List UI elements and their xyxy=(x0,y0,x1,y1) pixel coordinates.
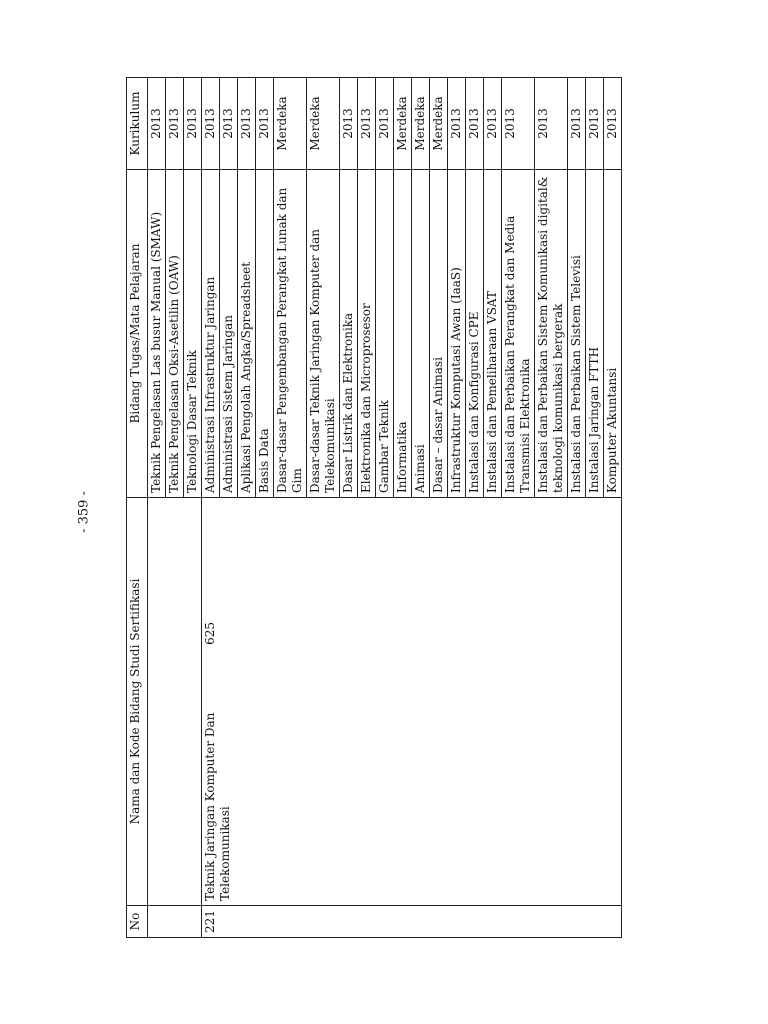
kurikulum-cell: Merdeka xyxy=(274,78,307,170)
header-no: No xyxy=(127,906,148,938)
kurikulum-cell: Merdeka xyxy=(412,78,430,170)
kurikulum-cell: 2013 xyxy=(484,78,502,170)
bidang-cell: Instalasi dan Pemeliharaan VSAT xyxy=(484,170,502,498)
bidang-cell: Teknik Pengelasan Oksi-Asetilin (OAW) xyxy=(166,170,184,498)
bidang-cell: Infrastruktur Komputasi Awan (IaaS) xyxy=(448,170,466,498)
kurikulum-cell: 2013 xyxy=(238,78,256,170)
bidang-cell: Instalasi dan Perbaikan Sistem Televisi xyxy=(568,170,586,498)
kurikulum-cell: 2013 xyxy=(148,78,166,170)
bidang-cell: Administrasi Sistem Jaringan xyxy=(220,170,238,498)
kurikulum-cell: 2013 xyxy=(568,78,586,170)
kurikulum-cell: 2013 xyxy=(340,78,358,170)
header-bidang: Bidang Tugas/Mata Pelajaran xyxy=(127,170,148,498)
empty-no-cell xyxy=(148,906,202,938)
bidang-cell: Instalasi Jaringan FTTH xyxy=(586,170,604,498)
kurikulum-cell: 2013 xyxy=(604,78,622,170)
kurikulum-cell: Merdeka xyxy=(394,78,412,170)
table-body xyxy=(148,78,622,938)
nama-cell xyxy=(202,498,622,906)
bidang-cell: Gambar Teknik xyxy=(376,170,394,498)
kurikulum-cell: 2013 xyxy=(376,78,394,170)
bidang-cell: Aplikasi Pengolah Angka/Spreadsheet xyxy=(238,170,256,498)
bidang-cell: Animasi xyxy=(412,170,430,498)
kurikulum-cell: 2013 xyxy=(502,78,535,170)
bidang-cell: Dasar-dasar Pengembangan Perangkat Lunak dan Gim xyxy=(274,170,307,498)
kurikulum-cell: 2013 xyxy=(586,78,604,170)
kurikulum-cell: 2013 xyxy=(448,78,466,170)
kurikulum-cell: Merdeka xyxy=(430,78,448,170)
kurikulum-cell: 2013 xyxy=(256,78,274,170)
bidang-cell: Informatika xyxy=(394,170,412,498)
bidang-cell: Administrasi Infrastruktur Jaringan xyxy=(202,170,220,498)
bidang-cell: Instalasi dan Konfigurasi CPE xyxy=(466,170,484,498)
header-nama: Nama dan Kode Bidang Studi Sertifikasi xyxy=(127,498,148,906)
table-row xyxy=(148,78,166,938)
bidang-cell: Komputer Akuntansi xyxy=(604,170,622,498)
bidang-cell: Instalasi dan Perbaikan Sistem Komunikasi digital& teknologi komunikasi bergerak xyxy=(535,170,568,498)
kode-bidang-studi: 625 xyxy=(203,622,217,645)
rotated-table-container xyxy=(126,78,640,938)
kurikulum-cell: 2013 xyxy=(166,78,184,170)
bidang-cell: Instalasi dan Perbaikan Perangkat dan Media Transmisi Elektronika xyxy=(502,170,535,498)
page-number: - 359 - xyxy=(76,491,92,533)
kurikulum-cell: 2013 xyxy=(202,78,220,170)
header-kurikulum: Kurikulum xyxy=(127,78,148,170)
no-cell: 221 xyxy=(202,906,622,938)
kurikulum-cell: 2013 xyxy=(535,78,568,170)
nama-kode-wrap xyxy=(203,502,233,901)
empty-nama-cell xyxy=(148,498,202,906)
bidang-cell: Teknik Pengelasan Las busur Manual (SMAW) xyxy=(148,170,166,498)
kurikulum-cell: 2013 xyxy=(358,78,376,170)
kurikulum-cell: 2013 xyxy=(466,78,484,170)
table-row xyxy=(202,78,220,938)
bidang-cell: Basis Data xyxy=(256,170,274,498)
kurikulum-cell: 2013 xyxy=(184,78,202,170)
bidang-cell: Dasar – dasar Animasi xyxy=(430,170,448,498)
kurikulum-cell: Merdeka xyxy=(307,78,340,170)
bidang-cell: Dasar-dasar Teknik Jaringan Komputer dan Telekomunikasi xyxy=(307,170,340,498)
bidang-studi-table xyxy=(126,77,622,938)
bidang-cell: Elektronika dan Microprosesor xyxy=(358,170,376,498)
kurikulum-cell: 2013 xyxy=(220,78,238,170)
table-header-row xyxy=(127,78,148,938)
nama-bidang-studi: Teknik Jaringan Komputer Dan Telekomunikasi xyxy=(203,712,232,901)
bidang-cell: Dasar Listrik dan Elektronika xyxy=(340,170,358,498)
bidang-cell: Teknologi Dasar Teknik xyxy=(184,170,202,498)
